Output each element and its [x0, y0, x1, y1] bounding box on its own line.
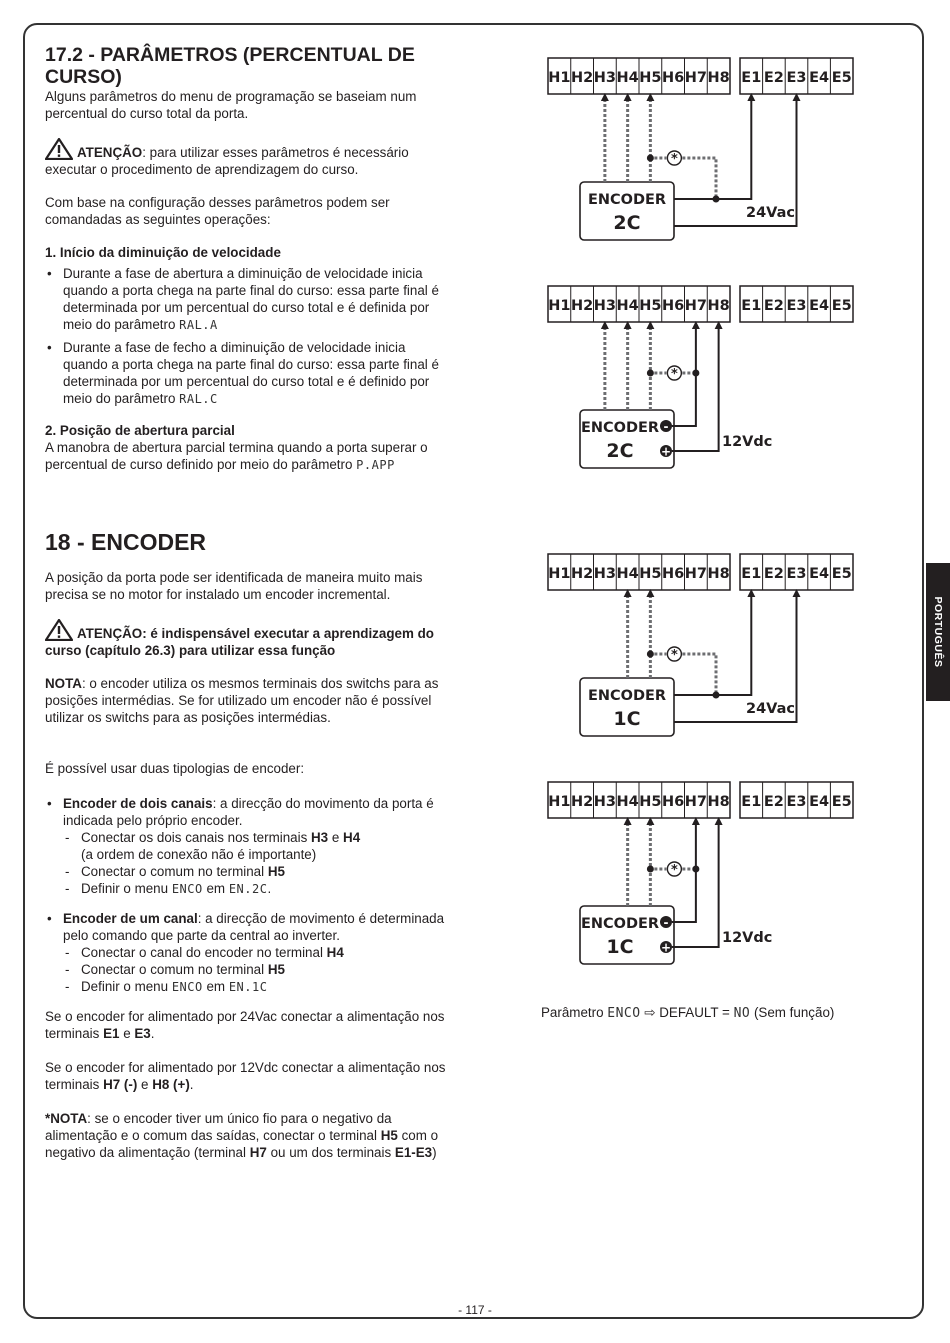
encoder-model: 1C	[606, 936, 634, 958]
terminal-h2: H2	[571, 566, 594, 582]
terminal-h5: H5	[639, 566, 662, 582]
menu-code: ENCO	[171, 980, 203, 994]
item2-text	[45, 439, 447, 474]
encoder-default-line	[541, 1005, 834, 1021]
param-ral-a: RAL.A	[179, 318, 218, 332]
section-17-2-intro: Alguns parâmetros do menu de programação se baseiam num percentual do curso total da porta.	[45, 89, 417, 121]
common-to-supply-wire	[682, 158, 716, 199]
terminal-h2: H2	[571, 794, 594, 810]
param-menu-code: ENCO	[607, 1006, 641, 1021]
default-label: DEFAULT =	[659, 1005, 730, 1020]
terminal-h3: H3	[593, 70, 616, 86]
terminal-e2: E2	[763, 298, 784, 314]
language-tab-label: PORTUGUÊS	[932, 596, 944, 668]
terminal-e3: E3	[786, 298, 807, 314]
default-description: (Sem função)	[753, 1005, 835, 1020]
wiring-diagram-1c-24vac	[520, 546, 860, 746]
terminal-ref: H3	[311, 830, 329, 845]
step-text: Conectar o canal do encoder no terminal	[81, 945, 323, 960]
terminal-h3: H3	[593, 794, 616, 810]
one-channel-steps	[63, 944, 447, 996]
two-channel-steps	[63, 829, 447, 898]
terminal-e3: E3	[786, 70, 807, 86]
param-ral-c: RAL.C	[179, 392, 218, 406]
star-symbol: *	[670, 648, 678, 663]
step-text: e	[331, 830, 340, 845]
page-number: - 117 -	[458, 1303, 492, 1317]
terminal-h3: H3	[593, 298, 616, 314]
list-item	[63, 961, 447, 978]
star-symbol: *	[670, 863, 678, 878]
list-item	[45, 910, 447, 996]
terminal-h8: H8	[707, 298, 730, 314]
warning-paragraph-2	[45, 619, 447, 659]
list-item	[45, 339, 447, 408]
terminal-ref: H4	[326, 945, 344, 960]
terminal-e5: E5	[831, 566, 852, 582]
terminal-e3: E3	[786, 794, 807, 810]
terminal-e4: E4	[809, 298, 830, 314]
star-symbol: *	[670, 367, 678, 382]
terminal-h5: H5	[639, 70, 662, 86]
step-text: Definir o menu	[81, 881, 169, 896]
terminal-h2: H2	[571, 298, 594, 314]
junction-dot	[647, 370, 654, 377]
star-symbol: *	[670, 152, 678, 167]
warning-text: : para utilizar esses parâmetros é necessário executar o procedimento de aprendizagem do curso.	[45, 145, 409, 177]
minus-sign: -	[663, 419, 669, 434]
terminal-ref: E3	[134, 1026, 151, 1041]
junction-dot	[647, 155, 654, 162]
encoder-types-list	[45, 795, 447, 996]
two-channel-text: : a direcção do movimento da porta é indicada pelo próprio encoder.	[63, 796, 434, 828]
supply-wire-e1	[674, 97, 751, 199]
encoder-model: 2C	[606, 440, 634, 462]
terminal-e1: E1	[741, 566, 762, 582]
paragraph-text: Se o encoder for alimentado por 12Vdc conectar a alimentação nos terminais	[45, 1060, 446, 1092]
nota-paragraph	[45, 675, 447, 726]
nota-label: NOTA	[45, 676, 82, 691]
wiring-diagram-2c-12vdc	[520, 278, 860, 478]
step-text: Conectar os dois canais nos terminais	[81, 830, 308, 845]
step-text: em	[206, 979, 226, 994]
left-column	[45, 44, 447, 1161]
terminal-e4: E4	[809, 70, 830, 86]
one-channel-text: : a direcção de movimento é determinada pelo comando que parte da central ao inverter.	[63, 911, 445, 943]
paragraph-text: : se o encoder tiver um único fio para o negativo da alimentação e o comum das saídas, conectar o terminal	[45, 1111, 392, 1143]
bullet-text: Durante a fase de abertura a diminuição de velocidade inicia quando a porta chega na parte final do curso: essa parte final é determinada por um percentual do curso total e é definida por meio do parâmetro	[63, 266, 439, 332]
encoder-label: ENCODER	[587, 688, 667, 704]
terminal-ref: H7 (-)	[103, 1077, 138, 1092]
terminal-ref: H5	[267, 864, 285, 879]
encoder-label: ENCODER	[580, 420, 660, 436]
terminal-h1: H1	[548, 70, 571, 86]
item1-title: 1. Início da diminuição de velocidade	[45, 245, 281, 260]
terminal-h1: H1	[548, 298, 571, 314]
terminal-h5: H5	[639, 298, 662, 314]
terminal-ref: H8 (+)	[152, 1077, 190, 1092]
terminal-e4: E4	[809, 794, 830, 810]
terminal-e3: E3	[786, 566, 807, 582]
paragraph-text: com o negativo da alimentação (terminal	[45, 1128, 439, 1160]
terminal-h6: H6	[662, 70, 685, 86]
arrow-right-icon: ⇨	[644, 1005, 656, 1020]
terminal-e2: E2	[763, 566, 784, 582]
list-item	[63, 829, 447, 863]
menu-value: EN.1C	[228, 980, 268, 994]
list-item	[45, 795, 447, 898]
junction-dot	[647, 866, 654, 873]
list-item: - Definir o menu ENCO em EN.2C.	[63, 880, 447, 898]
encoder-model: 1C	[613, 708, 641, 730]
terminal-h4: H4	[616, 566, 639, 582]
paragraph-text: )	[432, 1145, 437, 1160]
supply-label: 24Vac	[746, 701, 795, 717]
warning-paragraph	[45, 138, 447, 178]
terminal-h4: H4	[616, 298, 639, 314]
plus-sign: +	[660, 940, 672, 955]
warning-text-2: ATENÇÃO: é indispensável executar a aprendizagem do curso (capítulo 26.3) para utilizar essa função	[45, 626, 434, 658]
config-text: Com base na configuração desses parâmetros podem ser comandadas as seguintes operações:	[45, 195, 390, 227]
terminal-ref: H5	[267, 962, 285, 977]
list-item	[45, 265, 447, 334]
junction-dot	[647, 651, 654, 658]
terminal-h8: H8	[707, 794, 730, 810]
step-text: Conectar o comum no terminal	[81, 962, 265, 977]
encoder-label: ENCODER	[580, 916, 660, 932]
section-17-2-title: 17.2 - PARÂMETROS (PERCENTUAL DE CURSO)	[45, 44, 415, 88]
item1-bullets	[45, 265, 447, 408]
paragraph-text: e	[141, 1077, 149, 1092]
encoder-model: 2C	[613, 212, 641, 234]
terminal-e1: E1	[741, 794, 762, 810]
step-text: Conectar o comum no terminal	[81, 864, 265, 879]
list-item	[63, 978, 447, 996]
supply-24vac-paragraph: Se o encoder for alimentado por 24Vac conectar a alimentação nos terminais E1 e E3.	[45, 1009, 445, 1041]
terminal-h7: H7	[684, 794, 707, 810]
terminal-h6: H6	[662, 298, 685, 314]
terminal-ref: H5	[380, 1128, 398, 1143]
terminal-h4: H4	[616, 70, 639, 86]
nota-text: : o encoder utiliza os mesmos terminais dos switchs para as posições intermédias. Se for utilizado um encoder não é possível utilizar os switchs para as posições intermédias.	[45, 676, 439, 725]
one-channel-title: Encoder de um canal	[63, 911, 198, 926]
supply-label: 24Vac	[746, 205, 795, 221]
terminal-e4: E4	[809, 566, 830, 582]
terminal-h3: H3	[593, 566, 616, 582]
supply-label: 12Vdc	[722, 434, 773, 450]
item2-body: A manobra de abertura parcial termina quando a porta superar o percentual de curso definido por meio do parâmetro	[45, 440, 428, 472]
two-channel-title: Encoder de dois canais	[63, 796, 213, 811]
default-value: NO	[733, 1006, 751, 1021]
terminal-h5: H5	[639, 794, 662, 810]
step-text: em	[206, 881, 226, 896]
encoder-label: ENCODER	[587, 192, 667, 208]
terminal-e1: E1	[741, 70, 762, 86]
terminal-h1: H1	[548, 566, 571, 582]
paragraph-text: e	[123, 1026, 131, 1041]
param-label: Parâmetro	[541, 1005, 604, 1020]
terminal-ref: E1	[103, 1026, 120, 1041]
language-side-tab	[926, 563, 950, 701]
terminal-h1: H1	[548, 794, 571, 810]
star-nota-paragraph	[45, 1110, 447, 1161]
bullet-text: Durante a fase de fecho a diminuição de velocidade inicia quando a porta chega na parte final do curso: essa parte final é determinada por um percentual do curso total e é definido por meio do parâmetro	[63, 340, 439, 406]
terminal-e5: E5	[831, 70, 852, 86]
list-item	[63, 863, 447, 880]
terminal-h8: H8	[707, 566, 730, 582]
terminal-e5: E5	[831, 794, 852, 810]
warning-icon	[45, 138, 73, 160]
menu-value: EN.2C	[228, 882, 268, 896]
supply-label: 12Vdc	[722, 930, 773, 946]
section-18-title: 18 - ENCODER	[45, 529, 207, 555]
wiring-diagram-1c-12vdc	[520, 774, 860, 974]
wiring-diagram-2c-24vac	[520, 50, 860, 250]
terminal-h7: H7	[684, 70, 707, 86]
paragraph-text: Se o encoder for alimentado por 24Vac conectar a alimentação nos terminais	[45, 1009, 445, 1041]
warning-icon	[45, 619, 73, 641]
terminal-h2: H2	[571, 70, 594, 86]
terminal-e2: E2	[763, 794, 784, 810]
terminal-h6: H6	[662, 794, 685, 810]
terminal-ref: H7	[249, 1145, 267, 1160]
terminal-e5: E5	[831, 298, 852, 314]
terminal-h4: H4	[616, 794, 639, 810]
item2-title: 2. Posição de abertura parcial	[45, 423, 235, 438]
step-note: (a ordem de conexão não é importante)	[81, 847, 317, 862]
terminal-ref: E1-E3	[394, 1145, 433, 1160]
list-item	[63, 944, 447, 961]
terminal-h7: H7	[684, 566, 707, 582]
terminal-h7: H7	[684, 298, 707, 314]
terminal-h8: H8	[707, 70, 730, 86]
paragraph-text: ou um dos terminais	[270, 1145, 392, 1160]
terminal-e2: E2	[763, 70, 784, 86]
terminal-ref: H4	[343, 830, 361, 845]
supply-12vdc-paragraph: Se o encoder for alimentado por 12Vdc conectar a alimentação nos terminais H7 (-) e H8 (+).	[45, 1060, 446, 1092]
supply-wire-e1	[674, 593, 751, 695]
terminal-h6: H6	[662, 566, 685, 582]
minus-sign: -	[663, 915, 669, 930]
nota-label: *NOTA	[45, 1111, 88, 1126]
param-p-app: P.APP	[356, 458, 395, 472]
terminal-e1: E1	[741, 298, 762, 314]
section-18-intro: A posição da porta pode ser identificada de maneira muito mais precisa se no motor for instalado um encoder incremental.	[45, 570, 423, 602]
common-to-supply-wire	[682, 654, 716, 695]
plus-sign: +	[660, 444, 672, 459]
menu-code: ENCO	[171, 882, 203, 896]
step-text: Definir o menu	[81, 979, 169, 994]
types-intro: É possível usar duas tipologias de encoder:	[45, 761, 305, 776]
warning-label: ATENÇÃO	[77, 145, 143, 160]
